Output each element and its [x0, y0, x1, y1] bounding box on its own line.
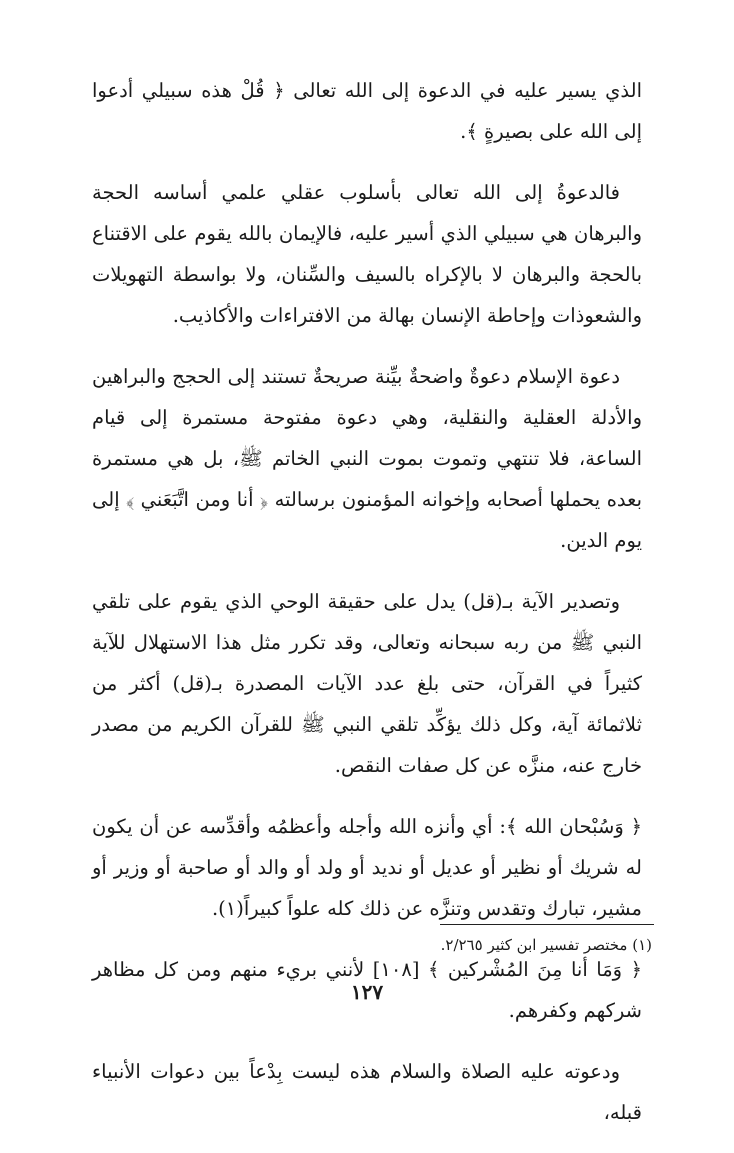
paragraph-1: الذي يسير عليه في الدعوة إلى الله تعالى ﴿ قُلْ هذه سبيلي أدعوا إلى الله على بصيرةٍ ﴾. — [92, 79, 642, 143]
footnote-divider — [440, 924, 654, 925]
paragraph-3: دعوة الإسلام دعوةٌ واضحةٌ بيِّنة صريحةٌ تستند إلى الحجج والبراهين والأدلة العقلية والنقلية، وهي دعوة مفتوحة مستمرة إلى قيام الساعة، فلا تنتهي وتموت بموت النبي الخاتم ﷺ، بل هي مستمرة بعده يحملها أصحابه وإخوانه المؤمنون برسالته ﴿ أنا ومن اتَّبَعَني ﴾ إلى يوم الدين. — [92, 365, 642, 552]
paragraph-5: ﴿ وَسُبْحان الله ﴾: أي وأنزه الله وأجله وأعظمُه وأقدِّسه عن أن يكون له شريك أو نظير أو عديل أو نديد أو ولد أو والد أو صاحبة أو وزير أو مشير، تبارك وتقدس وتنزَّه عن ذلك كله علواً كبيراً(١). — [92, 815, 642, 920]
paragraph-6: ﴿ وَمَا أنا مِنَ المُشْركين ﴾ [١٠٨] لأنني بريء منهم ومن كل مظاهر شركهم وكفرهم. — [92, 958, 642, 1022]
paragraph-7: ودعوته عليه الصلاة والسلام هذه ليست بِدْعاً بين دعوات الأنبياء قبله، — [92, 1060, 642, 1124]
paragraph-2: فالدعوةُ إلى الله تعالى بأسلوب عقلي علمي أساسه الحجة والبرهان هي سبيلي الذي أسير عليه، فالإيمان بالله يقوم على الاقتناع بالحجة والبرهان لا بالإكراه بالسيف والسِّنان، ولا بواسطة التهويلات والشعوذات وإحاطة الإنسان بهالة من الافتراءات والأكاذيب. — [92, 181, 642, 327]
paragraph-4: وتصدير الآية بـ(قل) يدل على حقيقة الوحي الذي يقوم على تلقي النبي ﷺ من ربه سبحانه وتعالى، وقد تكرر مثل هذا الاستهلال للآية كثيراً في القرآن، حتى بلغ عدد الآيات المصدرة بـ(قل) أكثر من ثلاثمائة آية، وكل ذلك يؤكِّد تلقي النبي ﷺ للقرآن الكريم من مصدر خارج عنه، منزَّه عن كل صفات النقص. — [92, 590, 642, 777]
page-number: ١٢٧ — [350, 980, 384, 1004]
footnote: (١) مختصر تفسير ابن كثير ٢/٢٦٥. — [440, 936, 652, 954]
